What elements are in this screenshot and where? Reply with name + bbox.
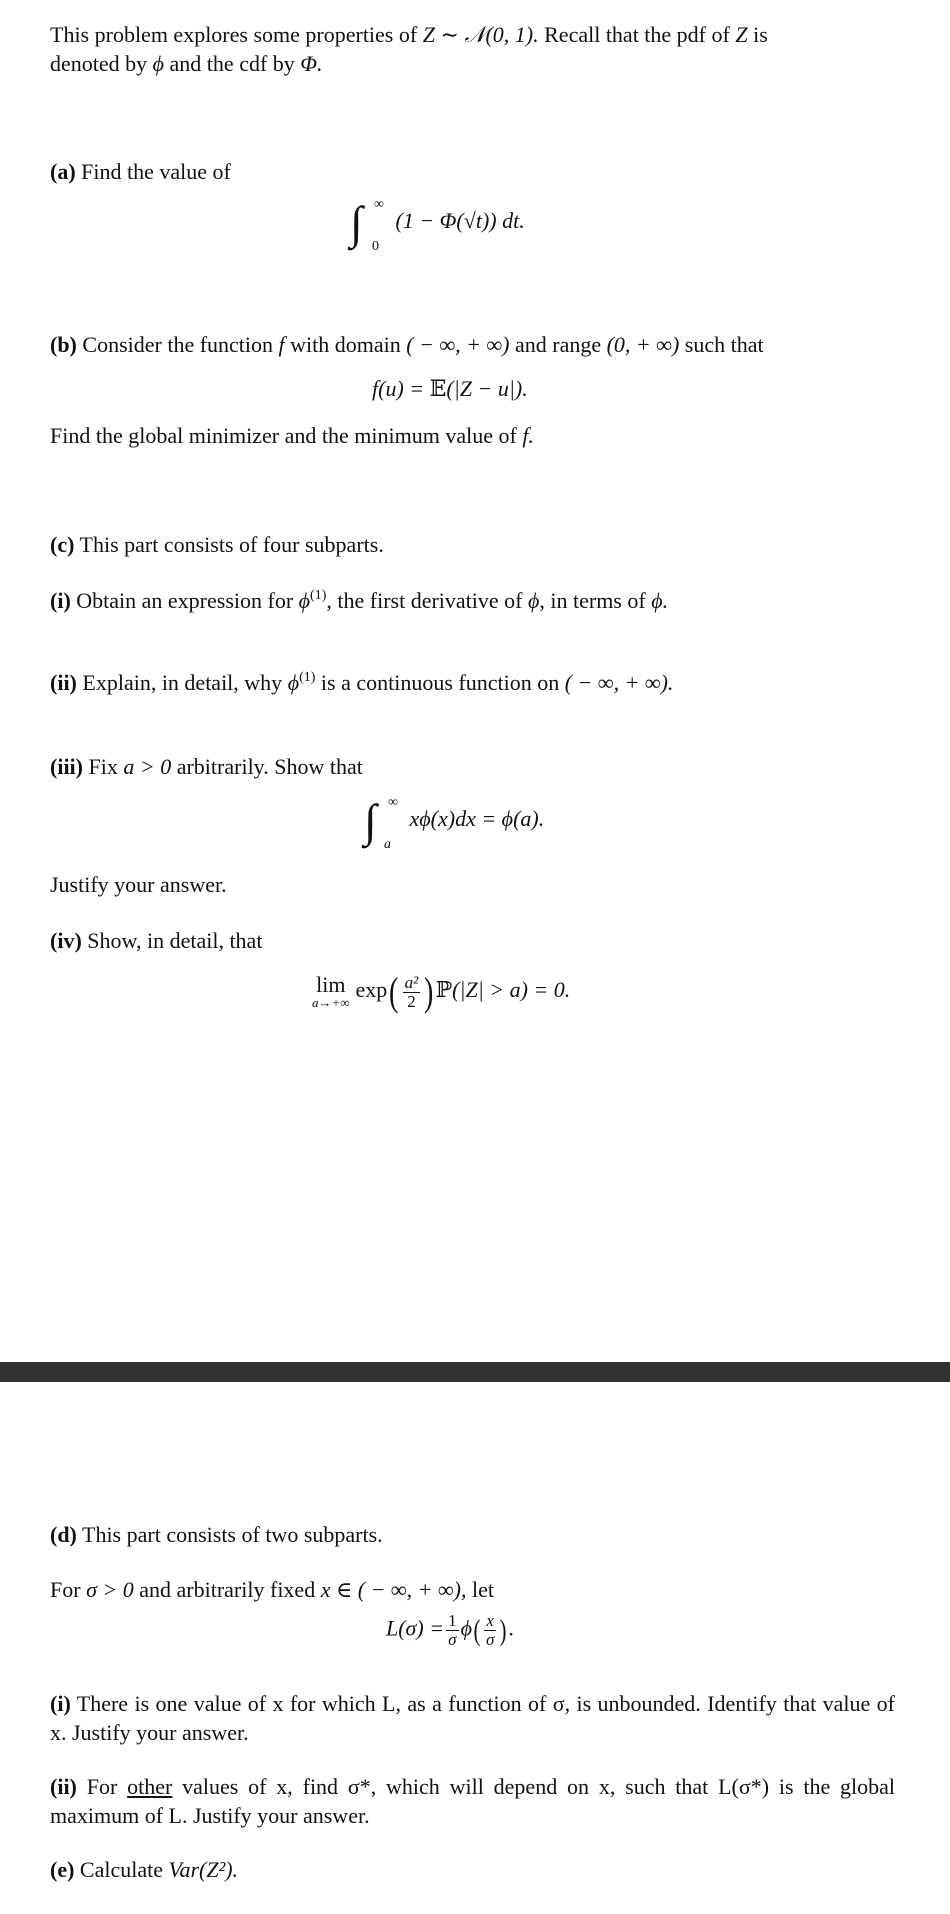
- integral-sign: ∫ ∞ a: [364, 795, 398, 852]
- part-d-formula: L(σ) = $\frac{1}{\sigma}$ ϕ( $\frac{x}{\sigma}$ ).: [386, 1611, 514, 1649]
- part-a-heading: (a) Find the value of: [50, 159, 231, 184]
- part-c-iv-limit: lim a→+∞ exp( $\frac{\text{a²}}{2}$ )ℙ(|Z| > a) = 0.: [312, 969, 571, 1014]
- page-separator: [0, 1362, 950, 1382]
- limit-operator: lim a→+∞: [312, 972, 350, 1010]
- part-c-iii: (iii) Fix a > 0 arbitrarily. Show that: [50, 754, 363, 779]
- part-d-ii: (ii) For other values of x, find σ*, which will depend on x, such that L(σ*) is the global maximum of L. Justify your answer.: [50, 1774, 896, 1828]
- part-d-i: (i) There is one value of x for which L, as a function of σ, is unbounded. Identify that value of x. Justify your answer.: [50, 1691, 895, 1745]
- part-a-integral: ∫ ∞ 0 (1 − Φ(√t)) dt.: [350, 197, 525, 254]
- part-c-justify: Justify your answer.: [50, 872, 227, 897]
- part-c-i: (i) Obtain an expression for $\phi^{(1)}$, the first derivative of ϕ, in terms of ϕ.: [50, 588, 669, 613]
- part-b-heading: (b) Consider the function f with domain ( − ∞, + ∞) and range (0, + ∞) such that: [50, 332, 764, 357]
- part-b-question: Find the global minimizer and the minimum value of f.: [50, 423, 534, 448]
- part-c-heading: (c) This part consists of four subparts.: [50, 532, 384, 557]
- part-e: (e) Calculate Var(Z²).: [50, 1857, 239, 1882]
- part-c-iv: (iv) Show, in detail, that: [50, 928, 263, 953]
- part-d-setup: For σ > 0 and arbitrarily fixed x ∈ ( − ∞, + ∞), let: [50, 1577, 494, 1602]
- part-c-iii-integral: ∫ ∞ a xϕ(x)dx = ϕ(a).: [364, 795, 545, 852]
- integral-sign: ∫ ∞ 0: [350, 197, 384, 254]
- part-b-formula: f(u) = 𝔼(|Z − u|).: [372, 376, 528, 402]
- intro-paragraph: This problem explores some properties of Z ∼ 𝒩(0, 1). Recall that the pdf of Z is denoted by ϕ and the cdf by Φ.: [50, 22, 768, 76]
- part-c-ii: (ii) Explain, in detail, why $\phi^{(1)}$ is a continuous function on ( − ∞, + ∞).: [50, 670, 674, 695]
- part-d-heading: (d) This part consists of two subparts.: [50, 1522, 383, 1547]
